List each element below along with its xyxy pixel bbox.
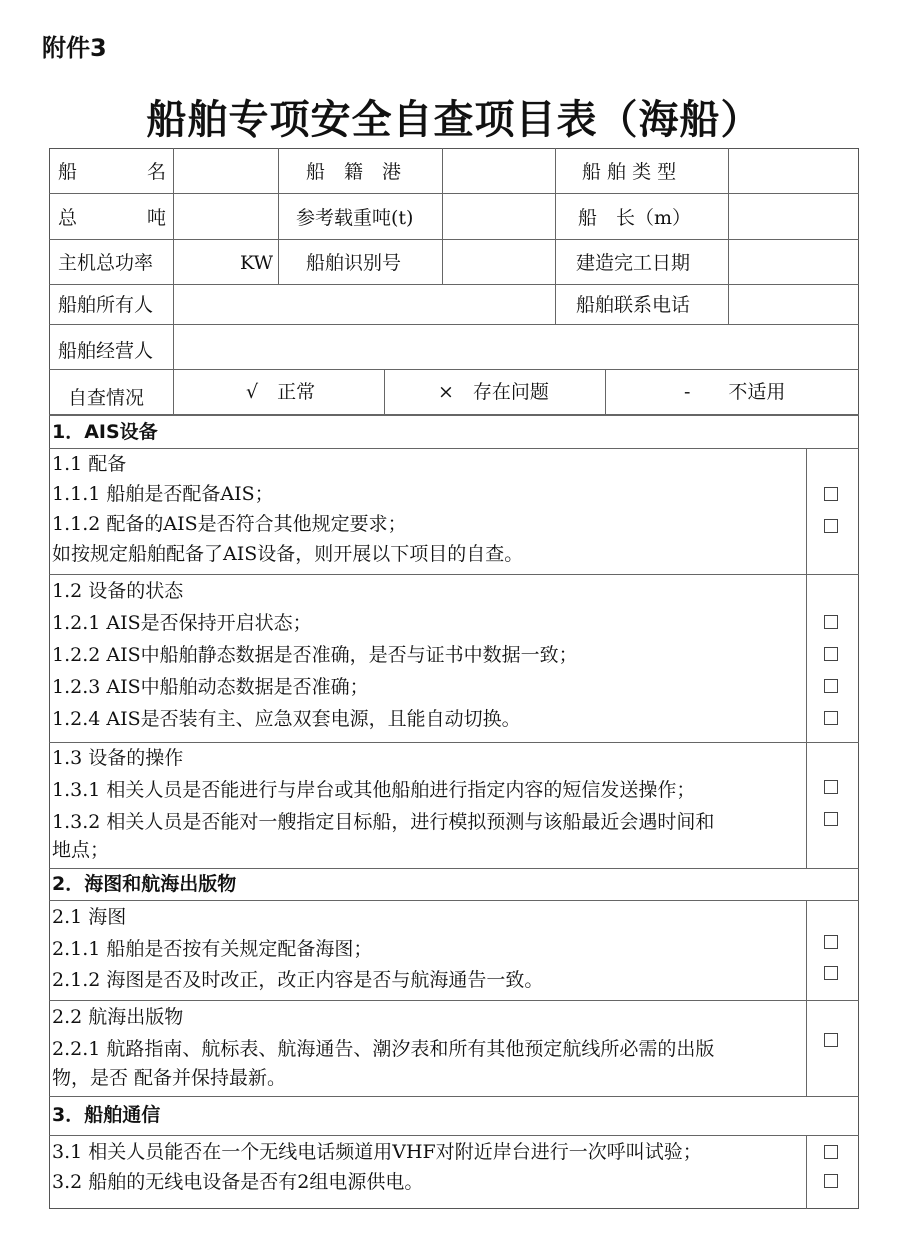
item-1-1-1: 1.1.1 船舶是否配备AIS； (52, 483, 274, 505)
row-divider (49, 239, 859, 240)
section-1-title: 1．AIS设备 (52, 421, 158, 443)
item-1-note: 如按规定船舶配备了AIS设备，则开展以下项目的自查。 (52, 543, 524, 565)
legend-not-applicable: - 不适用 (684, 381, 786, 403)
col-divider (384, 369, 385, 415)
item-1-3-1: 1.3.1 相关人员是否能进行与岸台或其他船舶进行指定内容的短信发送操作； (52, 779, 696, 801)
operator-label: 船舶经营人 (58, 340, 154, 362)
section-2-title: 2．海图和航海出版物 (52, 873, 237, 895)
row-divider (49, 448, 859, 449)
ship-length-label: 船 长（m） (578, 207, 692, 229)
deadweight-label: 参考载重吨(t) (296, 207, 414, 229)
item-1-3-heading: 1.3 设备的操作 (52, 747, 184, 769)
checkbox-3-2[interactable] (824, 1174, 838, 1188)
ship-name-label: 船 名 (58, 161, 166, 183)
item-1-2-3: 1.2.3 AIS中船舶动态数据是否准确； (52, 676, 369, 698)
item-1-2-2: 1.2.2 AIS中船舶静态数据是否准确，是否与证书中数据一致； (52, 644, 578, 666)
item-1-1-heading: 1.1 配备 (52, 453, 127, 475)
registry-port-label: 船 籍 港 (306, 161, 402, 183)
section-3-title: 3．船舶通信 (52, 1104, 161, 1126)
item-1-2-heading: 1.2 设备的状态 (52, 580, 184, 602)
row-divider (49, 1000, 859, 1001)
ship-id-label: 船舶识别号 (306, 252, 402, 274)
item-1-3-2: 1.3.2 相关人员是否能对一艘指定目标船，进行模拟预测与该船最近会遇时间和 (52, 811, 715, 833)
item-2-1-heading: 2.1 海图 (52, 906, 127, 928)
row-divider (49, 284, 859, 285)
contact-phone-label: 船舶联系电话 (576, 294, 691, 316)
item-2-2-1-cont: 物，是否 配备并保持最新。 (52, 1067, 287, 1089)
checkbox-1-2-3[interactable] (824, 679, 838, 693)
item-3-1: 3.1 相关人员能否在一个无线电话频道用VHF对附近岸台进行一次呼叫试验； (52, 1141, 702, 1163)
checkbox-1-3-2[interactable] (824, 812, 838, 826)
row-divider (49, 574, 859, 575)
col-divider (806, 900, 807, 1096)
checkbox-2-1-2[interactable] (824, 966, 838, 980)
checkbox-1-3-1[interactable] (824, 780, 838, 794)
checkbox-1-2-1[interactable] (824, 615, 838, 629)
col-divider (555, 148, 556, 324)
checkbox-1-1-2[interactable] (824, 519, 838, 533)
row-divider (49, 324, 859, 325)
checkbox-1-2-4[interactable] (824, 711, 838, 725)
item-2-2-heading: 2.2 航海出版物 (52, 1006, 184, 1028)
row-divider (49, 900, 859, 901)
item-1-2-4: 1.2.4 AIS是否装有主、应急双套电源，且能自动切换。 (52, 708, 521, 730)
col-divider (605, 369, 606, 415)
row-divider (49, 868, 859, 869)
legend-normal: √ 正常 (246, 381, 316, 403)
row-divider (49, 1135, 859, 1136)
col-divider (728, 148, 729, 324)
form-title: 船舶专项安全自查项目表（海船） (146, 97, 762, 143)
checkbox-3-1[interactable] (824, 1145, 838, 1159)
item-1-3-2-cont: 地点； (52, 839, 110, 861)
engine-power-label: 主机总功率 (58, 252, 154, 274)
item-1-1-2: 1.1.2 配备的AIS是否符合其他规定要求； (52, 513, 407, 535)
item-2-1-1: 2.1.1 船舶是否按有关规定配备海图； (52, 938, 373, 960)
checkbox-1-1-1[interactable] (824, 487, 838, 501)
power-unit: KW (240, 252, 274, 274)
col-divider (173, 148, 174, 415)
row-divider (49, 1096, 859, 1097)
col-divider (806, 1135, 807, 1209)
owner-label: 船舶所有人 (58, 294, 154, 316)
row-divider (49, 193, 859, 194)
item-2-1-2: 2.1.2 海图是否及时改正，改正内容是否与航海通告一致。 (52, 969, 544, 991)
build-date-label: 建造完工日期 (576, 252, 691, 274)
ship-type-label: 船 舶 类 型 (582, 161, 677, 183)
row-divider (49, 742, 859, 743)
checkbox-2-2-1[interactable] (824, 1033, 838, 1047)
col-divider (806, 448, 807, 868)
col-divider (278, 148, 279, 284)
row-divider (49, 414, 859, 416)
gross-tonnage-label: 总 吨 (58, 207, 166, 229)
attachment-label: 附件3 (42, 34, 107, 62)
checkbox-2-1-1[interactable] (824, 935, 838, 949)
legend-problem: × 存在问题 (438, 381, 549, 403)
legend-label: 自查情况 (68, 387, 145, 409)
col-divider (442, 148, 443, 284)
item-3-2: 3.2 船舶的无线电设备是否有2组电源供电。 (52, 1171, 424, 1193)
row-divider (49, 369, 859, 370)
item-2-2-1: 2.2.1 航路指南、航标表、航海通告、潮汐表和所有其他预定航线所必需的出版 (52, 1038, 715, 1060)
checkbox-1-2-2[interactable] (824, 647, 838, 661)
item-1-2-1: 1.2.1 AIS是否保持开启状态； (52, 612, 312, 634)
